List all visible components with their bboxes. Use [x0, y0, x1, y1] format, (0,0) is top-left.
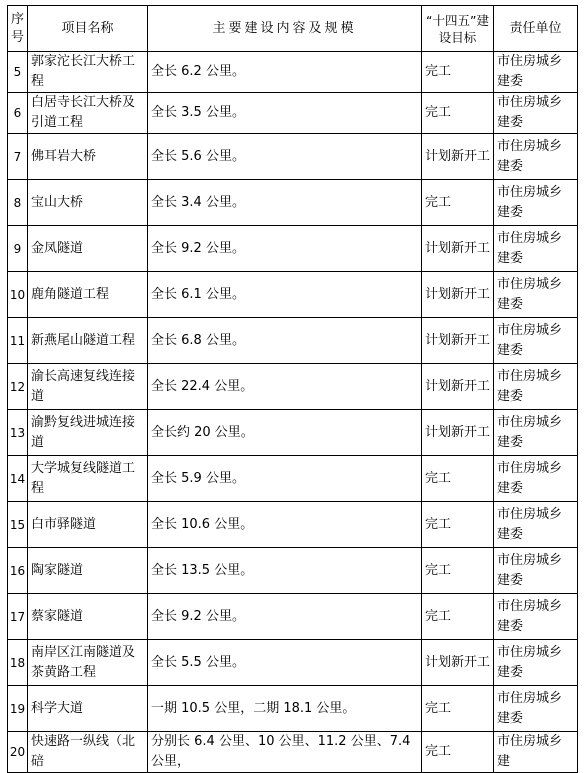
- project-content: 全长 5.5 公里。: [148, 640, 422, 686]
- project-name: 快速路一纵线（北碚: [28, 732, 148, 773]
- row-number: 19: [8, 686, 28, 732]
- construction-goal: 计划新开工: [422, 134, 494, 180]
- project-name: 金凤隧道: [28, 226, 148, 272]
- construction-goal: 计划新开工: [422, 272, 494, 318]
- responsible-unit: 市住房城乡建委: [494, 364, 578, 410]
- project-content: 全长 10.6 公里。: [148, 502, 422, 548]
- construction-goal: 完工: [422, 502, 494, 548]
- construction-goal: 计划新开工: [422, 640, 494, 686]
- project-content: 全长 13.5 公里。: [148, 548, 422, 594]
- table-row: [8, 594, 578, 640]
- row-number: 18: [8, 640, 28, 686]
- project-name: 白居寺长江大桥及引道工程: [28, 93, 148, 134]
- responsible-unit: 市住房城乡建: [494, 732, 578, 773]
- project-name: 渝长高速复线连接道: [28, 364, 148, 410]
- table-body: [8, 52, 578, 773]
- responsible-unit: 市住房城乡建委: [494, 686, 578, 732]
- header-content-scale: 主要建设内容及规模: [148, 6, 422, 52]
- construction-goal: 完工: [422, 548, 494, 594]
- table-row: [8, 272, 578, 318]
- project-content: 全长 3.5 公里。: [148, 93, 422, 134]
- table-row: [8, 732, 578, 773]
- project-content: 一期 10.5 公里，二期 18.1 公里。: [148, 686, 422, 732]
- project-content: 全长 9.2 公里。: [148, 226, 422, 272]
- row-number: 8: [8, 180, 28, 226]
- construction-goal: 完工: [422, 93, 494, 134]
- project-content: 全长 6.2 公里。: [148, 52, 422, 93]
- table-row: [8, 364, 578, 410]
- project-name: 科学大道: [28, 686, 148, 732]
- row-number: 7: [8, 134, 28, 180]
- row-number: 14: [8, 456, 28, 502]
- project-content: 分别长 6.4 公里、10 公里、11.2 公里、7.4 公里，: [148, 732, 422, 773]
- table-row: [8, 686, 578, 732]
- project-name: 蔡家隧道: [28, 594, 148, 640]
- table-row: [8, 548, 578, 594]
- table-row: [8, 134, 578, 180]
- construction-goal: 计划新开工: [422, 364, 494, 410]
- table-row: [8, 318, 578, 364]
- table-header-row: [8, 6, 578, 52]
- header-goal: “十四五”建设目标: [422, 6, 494, 52]
- project-name: 佛耳岩大桥: [28, 134, 148, 180]
- project-content: 全长 22.4 公里。: [148, 364, 422, 410]
- row-number: 13: [8, 410, 28, 456]
- project-content: 全长 9.2 公里。: [148, 594, 422, 640]
- responsible-unit: 市住房城乡建委: [494, 318, 578, 364]
- responsible-unit: 市住房城乡建委: [494, 226, 578, 272]
- responsible-unit: 市住房城乡建委: [494, 134, 578, 180]
- row-number: 6: [8, 93, 28, 134]
- construction-goal: 完工: [422, 732, 494, 773]
- project-content: 全长 6.1 公里。: [148, 272, 422, 318]
- table-row: [8, 456, 578, 502]
- responsible-unit: 市住房城乡建委: [494, 640, 578, 686]
- construction-goal: 计划新开工: [422, 226, 494, 272]
- table-row: [8, 410, 578, 456]
- row-number: 12: [8, 364, 28, 410]
- project-name: 大学城复线隧道工程: [28, 456, 148, 502]
- project-name: 渝黔复线进城连接道: [28, 410, 148, 456]
- projects-table: [7, 5, 578, 773]
- responsible-unit: 市住房城乡建委: [494, 594, 578, 640]
- project-content: 全长 5.9 公里。: [148, 456, 422, 502]
- table-row: [8, 93, 578, 134]
- header-project-name: 项目名称: [28, 6, 148, 52]
- row-number: 15: [8, 502, 28, 548]
- table-row: [8, 226, 578, 272]
- construction-goal: 计划新开工: [422, 410, 494, 456]
- project-name: 陶家隧道: [28, 548, 148, 594]
- row-number: 11: [8, 318, 28, 364]
- project-name: 新燕尾山隧道工程: [28, 318, 148, 364]
- project-content: 全长 6.8 公里。: [148, 318, 422, 364]
- construction-goal: 完工: [422, 180, 494, 226]
- row-number: 10: [8, 272, 28, 318]
- project-name: 南岸区江南隧道及茶黄路工程: [28, 640, 148, 686]
- responsible-unit: 市住房城乡建委: [494, 180, 578, 226]
- table-row: [8, 640, 578, 686]
- table-row: [8, 52, 578, 93]
- responsible-unit: 市住房城乡建委: [494, 272, 578, 318]
- project-name: 郭家沱长江大桥工程: [28, 52, 148, 93]
- construction-goal: 计划新开工: [422, 318, 494, 364]
- project-name: 白市驿隧道: [28, 502, 148, 548]
- row-number: 5: [8, 52, 28, 93]
- construction-goal: 完工: [422, 686, 494, 732]
- project-name: 宝山大桥: [28, 180, 148, 226]
- construction-goal: 完工: [422, 456, 494, 502]
- project-content: 全长 5.6 公里。: [148, 134, 422, 180]
- responsible-unit: 市住房城乡建委: [494, 456, 578, 502]
- responsible-unit: 市住房城乡建委: [494, 502, 578, 548]
- row-number: 20: [8, 732, 28, 773]
- responsible-unit: 市住房城乡建委: [494, 548, 578, 594]
- table-row: [8, 502, 578, 548]
- table-row: [8, 180, 578, 226]
- row-number: 9: [8, 226, 28, 272]
- row-number: 17: [8, 594, 28, 640]
- header-responsible-unit: 责任单位: [494, 6, 578, 52]
- responsible-unit: 市住房城乡建委: [494, 410, 578, 456]
- responsible-unit: 市住房城乡建委: [494, 93, 578, 134]
- responsible-unit: 市住房城乡建委: [494, 52, 578, 93]
- header-number: 序号: [8, 6, 28, 52]
- project-content: 全长约 20 公里。: [148, 410, 422, 456]
- construction-goal: 完工: [422, 52, 494, 93]
- project-name: 鹿角隧道工程: [28, 272, 148, 318]
- construction-goal: 完工: [422, 594, 494, 640]
- project-content: 全长 3.4 公里。: [148, 180, 422, 226]
- row-number: 16: [8, 548, 28, 594]
